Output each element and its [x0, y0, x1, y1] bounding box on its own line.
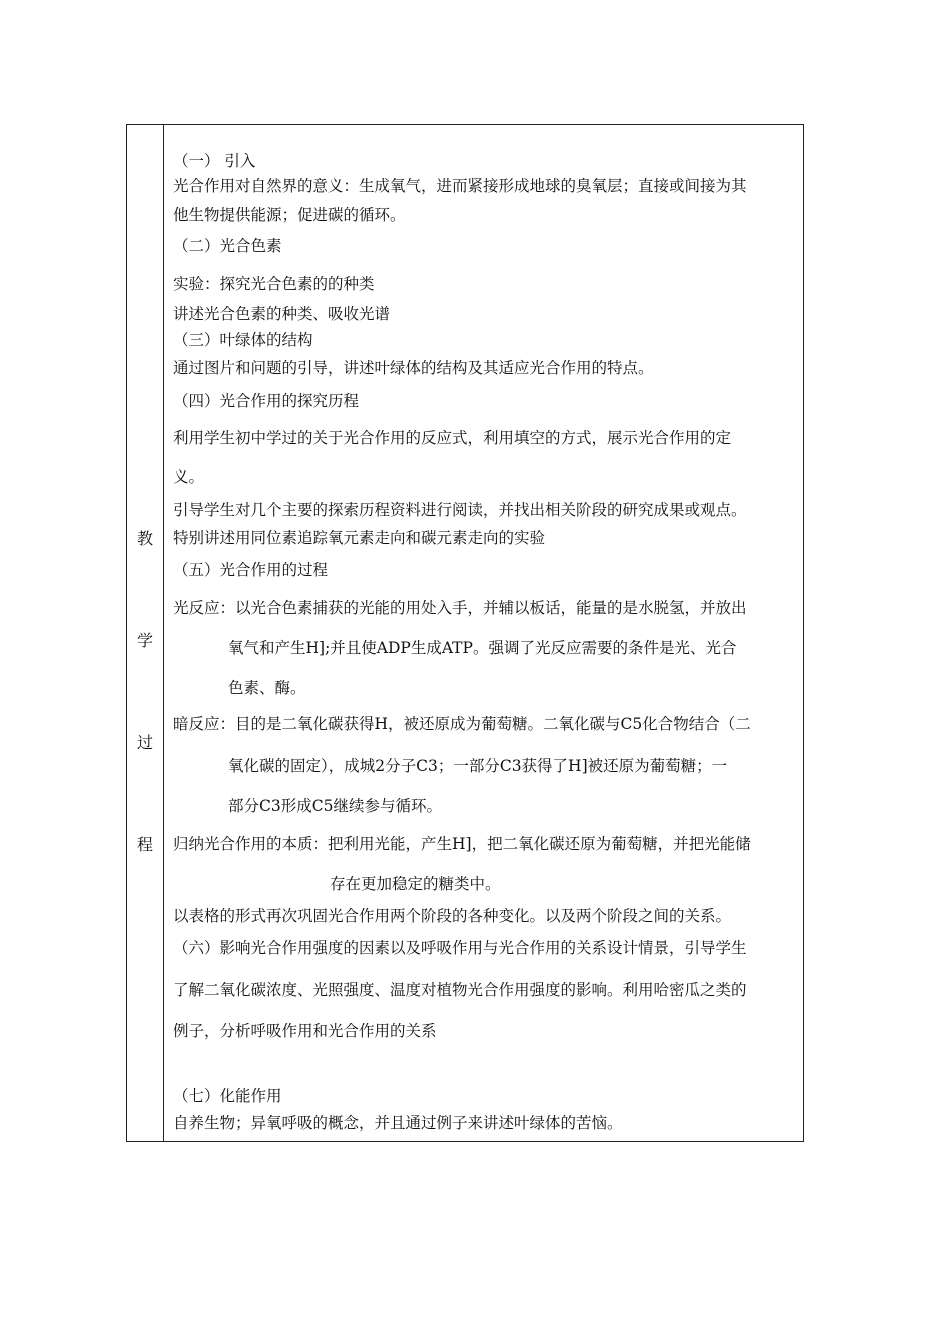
content-line: 实验：探究光合色素的的种类 — [173, 275, 375, 293]
section-label-char: 教 — [136, 529, 153, 548]
content-line: 光合作用对自然界的意义：生成氧气，进而紧接形成地球的臭氧层；直接或间接为其 — [173, 177, 747, 195]
content-line: （一） 引入 — [173, 152, 256, 170]
content-line: 暗反应：目的是二氧化碳获得H，被还原成为葡萄糖。二氧化碳与C5化合物结合（二 — [173, 715, 751, 733]
content-line: 特别讲述用同位素追踪氧元素走向和碳元素走向的实验 — [173, 529, 546, 547]
content-line: 部分C3形成C5继续参与循环。 — [228, 797, 442, 815]
content-line: （三）叶绿体的结构 — [173, 331, 313, 349]
section-label-char: 过 — [136, 733, 153, 752]
section-label-char: 学 — [136, 631, 153, 650]
content-line: （五）光合作用的过程 — [173, 561, 329, 579]
content-line: 利用学生初中学过的关于光合作用的反应式，利用填空的方式，展示光合作用的定 — [173, 429, 732, 447]
content-line: 了解二氧化碳浓度、光照强度、温度对植物光合作用强度的影响。利用哈密瓜之类的 — [173, 981, 747, 999]
lesson-content — [164, 125, 803, 1141]
content-line: 例子，分析呼吸作用和光合作用的关系 — [173, 1022, 437, 1040]
content-line: （七）化能作用 — [173, 1087, 282, 1105]
content-line: 以表格的形式再次巩固光合作用两个阶段的各种变化。以及两个阶段之间的关系。 — [173, 907, 732, 925]
section-label-column — [127, 125, 164, 1141]
content-line: （六）影响光合作用强度的因素以及呼吸作用与光合作用的关系设计情景，引导学生 — [173, 939, 747, 957]
content-line: 氧气和产生H];并且使ADP生成ATP。强调了光反应需要的条件是光、光合 — [228, 639, 737, 657]
content-line: 讲述光合色素的种类、吸收光谱 — [173, 305, 391, 323]
section-label-char: 程 — [136, 835, 153, 854]
content-line: （四）光合作用的探究历程 — [173, 392, 360, 410]
content-line: 存在更加稳定的糖类中。 — [330, 875, 501, 893]
content-line: （二）光合色素 — [173, 237, 282, 255]
lesson-table — [126, 124, 804, 1142]
content-line: 色素、酶。 — [228, 679, 306, 697]
content-line: 自养生物；异氧呼吸的概念，并且通过例子来讲述叶绿体的苦恼。 — [173, 1114, 623, 1132]
content-line: 引导学生对几个主要的探索历程资料进行阅读，并找出相关阶段的研究成果或观点。 — [173, 501, 747, 519]
content-line: 通过图片和问题的引导，讲述叶绿体的结构及其适应光合作用的特点。 — [173, 359, 654, 377]
content-line: 氧化碳的固定），成城2分子C3；一部分C3获得了H]被还原为葡萄糖；一 — [228, 757, 728, 775]
content-line: 他生物提供能源；促进碳的循环。 — [173, 206, 406, 224]
content-line: 光反应：以光合色素捕获的光能的用处入手，并辅以板话，能量的是水脱氢，并放出 — [173, 599, 747, 617]
content-line: 归纳光合作用的本质：把利用光能，产生H]，把二氧化碳还原为葡萄糖，并把光能储 — [173, 835, 751, 853]
content-line: 义。 — [173, 468, 205, 486]
